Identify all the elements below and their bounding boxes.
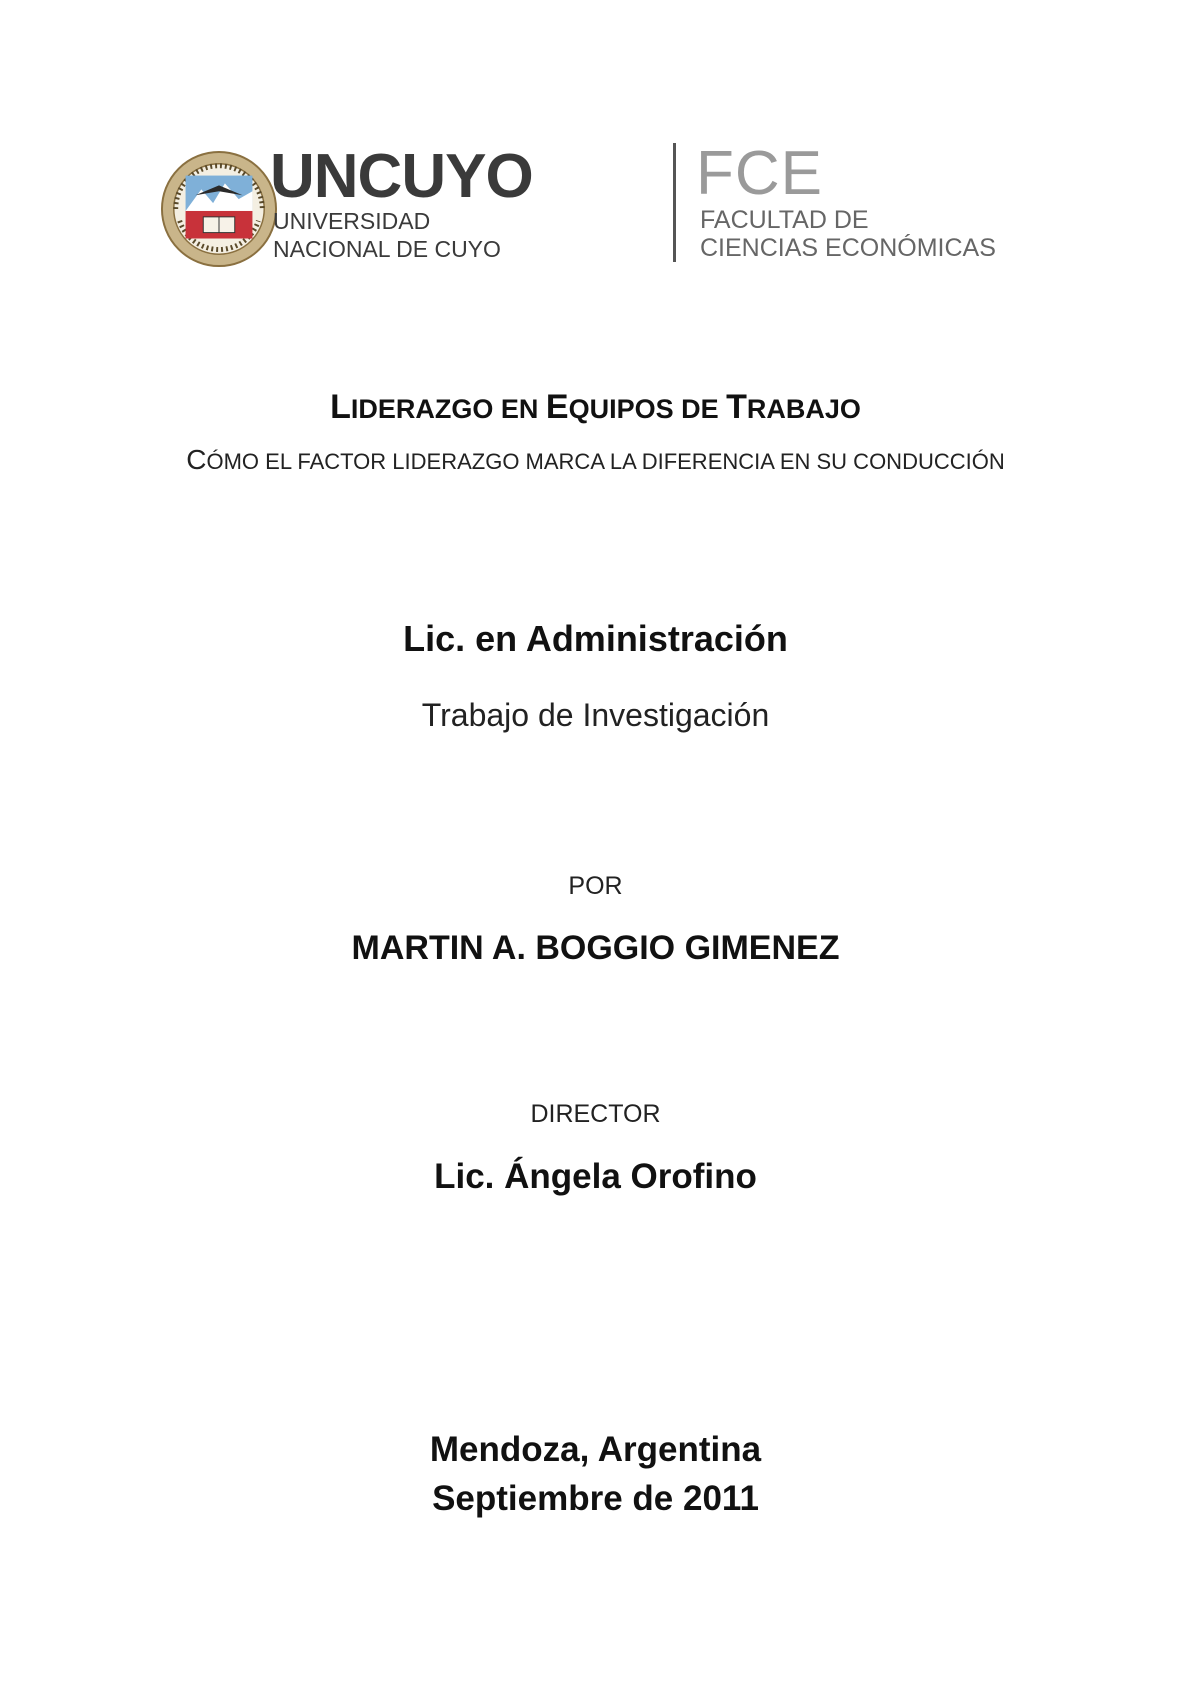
degree-name: Lic. en Administración xyxy=(403,618,788,659)
uncuyo-seal-icon xyxy=(160,150,278,268)
title-rest-3: RABAJO xyxy=(746,394,861,424)
title-rest-2: QUIPOS DE xyxy=(568,394,727,424)
title-rest-1: IDERAZGO EN xyxy=(350,394,546,424)
title-cap-2: E xyxy=(545,388,569,426)
title-cap-1: L xyxy=(330,388,351,426)
author-name: MARTIN A. BOGGIO GIMENEZ xyxy=(351,929,840,967)
fce-acronym: FCE xyxy=(696,139,823,208)
uncuyo-line-1: UNIVERSIDAD xyxy=(273,208,431,234)
thesis-subtitle xyxy=(0,444,1191,476)
thesis-title xyxy=(0,388,1191,427)
subtitle-cap: C xyxy=(186,444,207,475)
fce-line-1: FACULTAD DE xyxy=(700,206,869,234)
work-type: Trabajo de Investigación xyxy=(421,697,770,733)
place: Mendoza, Argentina xyxy=(429,1430,762,1469)
date: Septiembre de 2011 xyxy=(432,1479,759,1518)
subtitle-rest: ÓMO EL FACTOR LIDERAZGO MARCA LA DIFERENCIA EN SU CONDUCCIÓN xyxy=(206,449,1005,474)
fce-line-2: CIENCIAS ECONÓMICAS xyxy=(700,234,996,262)
logo-divider xyxy=(673,143,676,262)
title-cap-3: T xyxy=(726,388,747,426)
uncuyo-wordmark: UNCUYO xyxy=(270,142,533,211)
uncuyo-line-2: NACIONAL DE CUYO xyxy=(273,236,501,262)
director-name: Lic. Ángela Orofino xyxy=(434,1157,757,1196)
author-label: POR xyxy=(568,872,623,900)
director-label: DIRECTOR xyxy=(530,1100,661,1128)
